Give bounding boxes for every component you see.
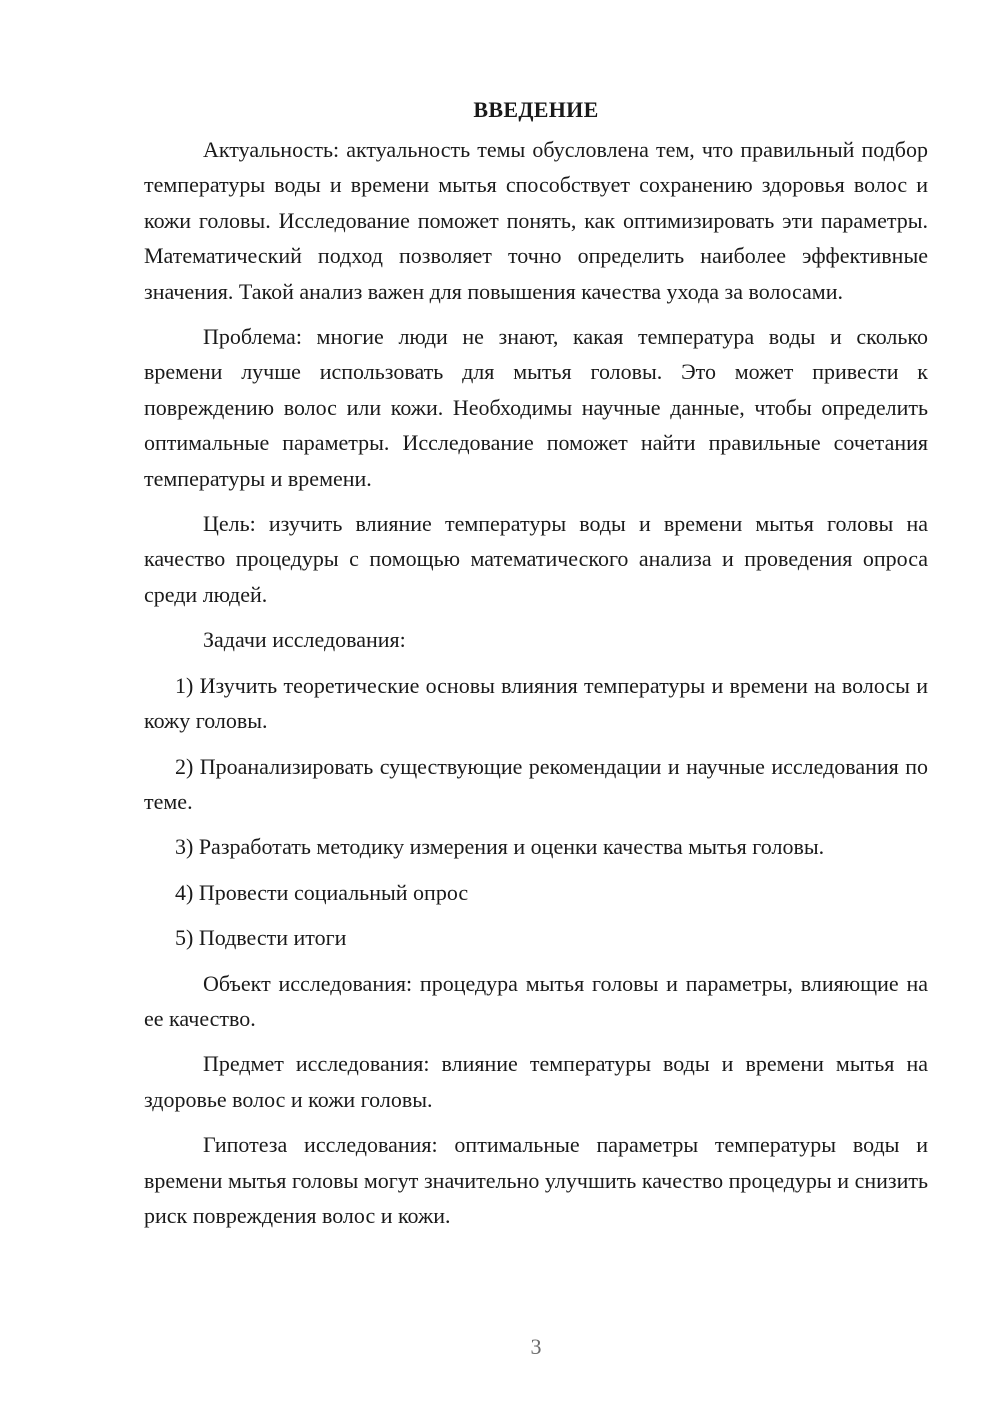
task-item-2: 2) Проанализировать существующие рекомендации и научные исследования по теме. (144, 753, 928, 814)
relevance-paragraph: Актуальность: актуальность темы обусловлена тем, что правильный подбор температуры воды и времени мытья способствует сохранению здоровья волос и кожи головы. Исследование поможет понять, как оптимизировать эти параметры. Математический подход позволяет точно определить наиболее эффективные значения. Такой анализ важен для повышения качества ухода за волосами. (144, 137, 928, 304)
problem-paragraph: Проблема: многие люди не знают, какая температура воды и сколько времени лучше использовать для мытья головы. Это может привести к повреждению волос или кожи. Необходимы научные данные, чтобы определить оптимальные параметры. Исследование поможет найти правильные сочетания температуры и времени. (144, 324, 928, 491)
object-paragraph: Объект исследования: процедура мытья головы и параметры, влияющие на ее качество. (144, 970, 928, 1031)
goal-paragraph: Цель: изучить влияние температуры воды и времени мытья головы на качество процедуры с помощью математического анализа и проведения опроса среди людей. (144, 511, 928, 607)
page-number: 3 (530, 1334, 542, 1359)
task-item-5: 5) Подвести итоги (175, 925, 347, 951)
hypothesis-paragraph: Гипотеза исследования: оптимальные параметры температуры воды и времени мытья головы могут значительно улучшить качество процедуры и снизить риск повреждения волос и кожи. (144, 1132, 928, 1228)
subject-paragraph: Предмет исследования: влияние температуры воды и времени мытья на здоровье волос и кожи головы. (144, 1051, 928, 1112)
task-item-4: 4) Провести социальный опрос (175, 879, 469, 905)
tasks-heading: Задачи исследования: (203, 627, 406, 653)
tasks-list (144, 668, 928, 956)
task-item-3: 3) Разработать методику измерения и оценки качества мытья головы. (175, 834, 825, 860)
document-page (144, 96, 928, 1243)
task-item-1: 1) Изучить теоретические основы влияния температуры и времени на волосы и кожу головы. (144, 672, 928, 734)
page-title: ВВЕДЕНИЕ (473, 97, 599, 122)
